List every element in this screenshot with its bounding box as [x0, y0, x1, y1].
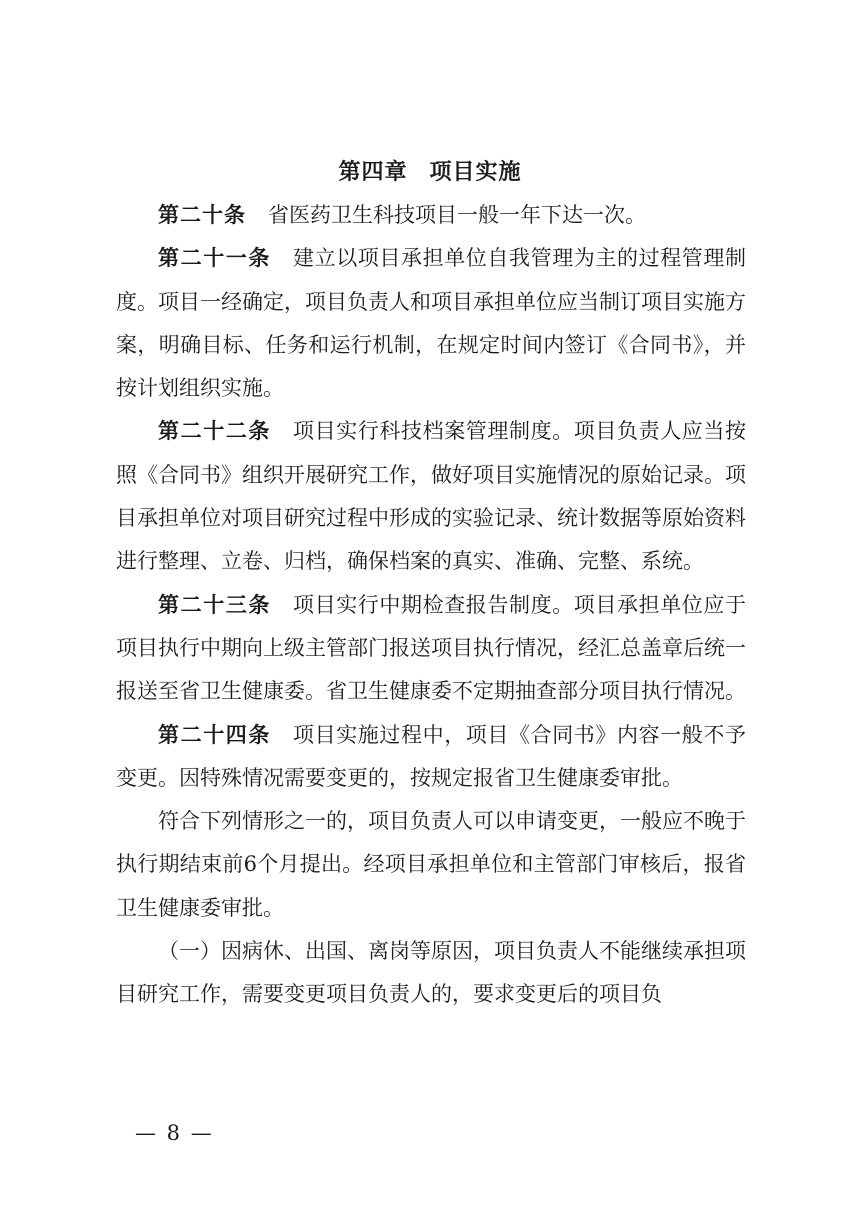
- document-body: [116, 194, 746, 1017]
- article-heading: 第二十三条: [158, 592, 271, 617]
- chapter-name: 项目实施: [429, 160, 522, 185]
- article-21: [116, 237, 746, 410]
- article-heading: 第二十二条: [158, 419, 271, 444]
- article-20: [116, 194, 746, 237]
- article-text: 项目实行科技档案管理制度。项目负责人应当按照《合同书》组织开展研究工作，做好项目实施情况的原始记录。项目承担单位对项目研究过程中形成的实验记录、统计数据等原始资料进行整理、立卷、归档，确保档案的真实、准确、完整、系统。: [116, 419, 746, 574]
- article-text: 省医药卫生科技项目一般一年下达一次。: [268, 203, 646, 227]
- article-text: 项目实行中期检查报告制度。项目承担单位应于项目执行中期向上级主管部门报送项目执行情况，经汇总盖章后统一报送至省卫生健康委。省卫生健康委不定期抽查部分项目执行情况。: [116, 592, 746, 704]
- paragraph-text: 符合下列情形之一的，项目负责人可以申请变更，一般应不晚于执行期结束前6个月提出。经项目承担单位和主管部门审核后，报省卫生健康委审批。: [116, 809, 746, 920]
- article-text: 项目实施过程中，项目《合同书》内容一般不予变更。因特殊情况需要变更的，按规定报省卫生健康委审批。: [116, 722, 746, 790]
- paragraph-item-1: [116, 930, 746, 1017]
- article-22: [116, 410, 746, 583]
- page-number: — 8 —: [135, 1121, 214, 1145]
- article-heading: 第二十条: [158, 203, 246, 227]
- article-24: [116, 714, 746, 801]
- article-heading: 第二十一条: [158, 246, 271, 271]
- article-heading: 第二十四条: [158, 722, 271, 747]
- chapter-title: [0, 155, 860, 191]
- article-23: [116, 584, 746, 714]
- paragraph-change-conditions: [116, 800, 746, 930]
- article-text: 建立以项目承担单位自我管理为主的过程管理制度。项目一经确定，项目负责人和项目承担单位应当制订项目实施方案，明确目标、任务和运行机制，在规定时间内签订《合同书》，并按计划组织实施。: [116, 246, 746, 401]
- chapter-number: 第四章: [338, 160, 408, 185]
- paragraph-text: （一）因病休、出国、离岗等原因，项目负责人不能继续承担项目研究工作，需要变更项目负责人的，要求变更后的项目负: [116, 939, 746, 1007]
